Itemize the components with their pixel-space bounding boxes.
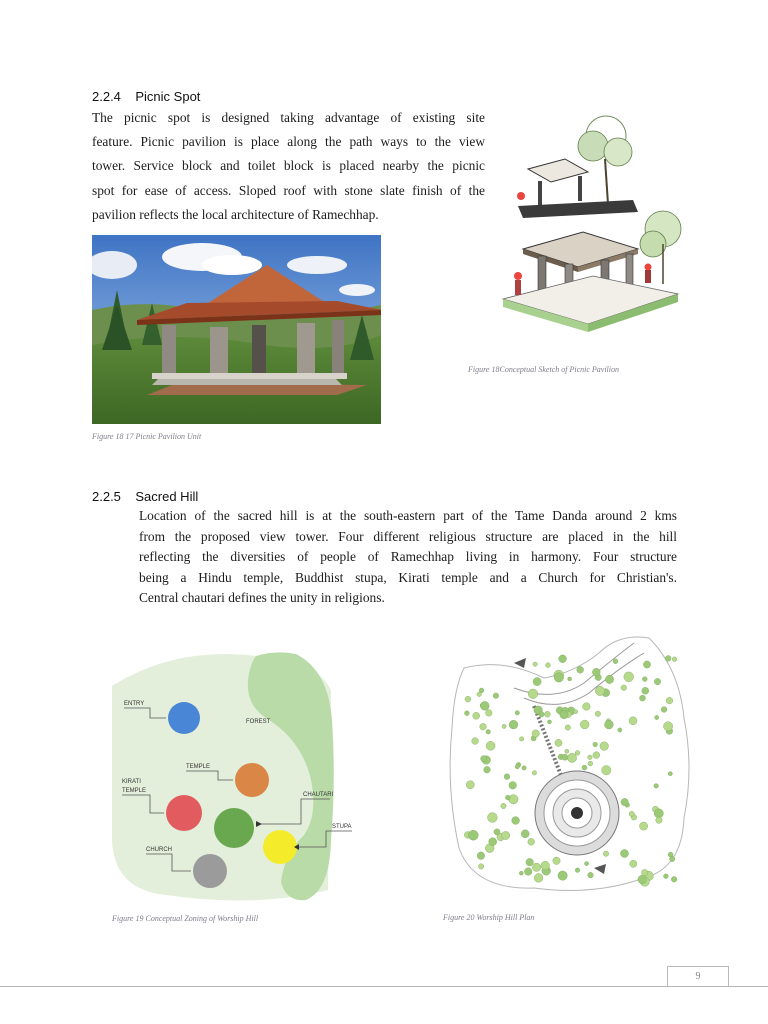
- paragraph-line: pavilion reflects the local architecture of Ramechhap.: [92, 206, 379, 222]
- tree-symbol: [661, 707, 667, 713]
- tree-symbol: [568, 677, 572, 681]
- tree-symbol: [539, 712, 544, 717]
- stupa-label: STUPA: [332, 824, 352, 830]
- paragraph-line: Location of the sacred hill is at the south-eastern part of the Tame Danda around 2 kms: [139, 508, 677, 523]
- tree-symbol: [515, 711, 519, 715]
- zoning-diagram-graphic: [106, 650, 366, 910]
- tree-symbol: [567, 753, 576, 762]
- church-label: CHURCH: [146, 847, 172, 853]
- kirati-temple-zone: [166, 795, 202, 831]
- tree-symbol: [585, 862, 589, 866]
- tree-symbol: [583, 703, 591, 711]
- tree-symbol: [595, 711, 600, 716]
- tree-symbol: [565, 725, 570, 730]
- tree-symbol: [528, 689, 538, 699]
- tree-symbol: [605, 720, 614, 729]
- tree-symbol: [524, 868, 532, 876]
- tree-symbol: [512, 817, 520, 825]
- section-title: Sacred Hill: [135, 489, 199, 504]
- tree-symbol: [480, 723, 487, 730]
- tree-symbol: [468, 830, 478, 840]
- tree-symbol: [553, 857, 560, 864]
- tree-symbol: [621, 850, 629, 858]
- tree-symbol: [533, 678, 541, 686]
- tree-symbol: [656, 817, 662, 823]
- figure-caption: Figure 20 Worship Hill Plan: [443, 913, 535, 922]
- tree-symbol: [555, 739, 562, 746]
- tree-symbol: [478, 864, 483, 869]
- tree-symbol: [546, 663, 551, 668]
- tree-symbol: [505, 795, 510, 800]
- tree-symbol: [481, 756, 487, 762]
- tree-symbol: [533, 662, 537, 666]
- paragraph-line: The picnic spot is designed taking advantage of existing site: [92, 110, 485, 125]
- forest-label: FOREST: [246, 719, 271, 725]
- tree-symbol: [629, 717, 637, 725]
- tree-symbol: [666, 697, 673, 704]
- tree-symbol: [574, 710, 578, 714]
- tree-symbol: [522, 766, 526, 770]
- tree-symbol: [621, 798, 628, 805]
- tree-symbol: [502, 724, 506, 728]
- tree-symbol: [595, 686, 604, 695]
- tree-symbol: [558, 871, 567, 880]
- tree-symbol: [465, 711, 470, 716]
- tree-symbol: [624, 672, 634, 682]
- tree-symbol: [493, 693, 499, 699]
- tree-symbol: [654, 784, 659, 789]
- tree-symbol: [671, 877, 677, 883]
- footer-rule: [0, 986, 768, 987]
- tree-symbol: [465, 696, 471, 702]
- tree-symbol: [532, 771, 536, 775]
- tree-symbol: [654, 678, 660, 684]
- paragraph-line: spot for ease of access. Sloped roof with stone slate finish of the: [92, 182, 485, 198]
- church-zone: [193, 854, 227, 888]
- tree-symbol: [592, 668, 600, 676]
- tree-symbol: [665, 656, 671, 662]
- tree-symbol: [519, 737, 523, 741]
- tree-symbol: [642, 687, 649, 694]
- paragraph-line: being a Hindu temple, Buddhist stupa, Kirati temple and a Church for Christian's.: [139, 569, 677, 585]
- tree-symbol: [484, 766, 491, 773]
- tree-symbol: [565, 749, 569, 753]
- sacred-hill-paragraph: [139, 506, 677, 609]
- pavilion-render-image: [92, 235, 381, 424]
- tree-symbol: [613, 659, 618, 664]
- tree-symbol: [593, 752, 600, 759]
- tree-symbol: [480, 701, 489, 710]
- tree-symbol: [602, 766, 611, 775]
- tree-symbol: [502, 831, 510, 839]
- tree-symbol: [672, 657, 677, 662]
- tree-symbol: [477, 852, 485, 860]
- tree-symbol: [643, 661, 650, 668]
- chautari-zone: [214, 808, 254, 848]
- tree-symbol: [486, 730, 491, 735]
- tree-symbol: [534, 874, 543, 883]
- tree-symbol: [504, 774, 510, 780]
- tree-symbol: [501, 803, 506, 808]
- kirati-label: TEMPLE: [122, 788, 147, 794]
- section-heading-sacred-hill: [92, 489, 198, 504]
- tree-symbol: [642, 869, 648, 875]
- tree-symbol: [605, 675, 613, 683]
- tree-symbol: [630, 860, 637, 867]
- tree-symbol: [575, 868, 580, 873]
- paragraph-line: feature. Picnic pavilion is place along the path ways to the view: [92, 134, 485, 150]
- entry-zone: [168, 702, 200, 734]
- tree-symbol: [638, 875, 647, 884]
- tree-symbol: [466, 781, 474, 789]
- page-number-box: [667, 966, 729, 987]
- stupa-zone: [263, 830, 297, 864]
- tree-symbol: [603, 851, 608, 856]
- tree-symbol: [509, 782, 517, 790]
- figure-caption: Figure 18 17 Picnic Pavilion Unit: [92, 432, 202, 441]
- section-number: 2.2.4: [92, 89, 121, 104]
- tree-symbol: [629, 811, 634, 816]
- tree-symbol: [477, 692, 482, 697]
- tree-symbol: [642, 677, 647, 682]
- tree-symbol: [519, 871, 523, 875]
- figure-caption: Figure 18Conceptual Sketch of Picnic Pavilion: [468, 365, 619, 374]
- tree-symbol: [472, 738, 479, 745]
- chautari-label: CHAUTARI: [303, 792, 334, 798]
- entry-label: ENTRY: [124, 701, 145, 707]
- tree-symbol: [532, 863, 540, 871]
- tree-symbol: [515, 765, 519, 769]
- zoning-diagram: [106, 650, 366, 910]
- pavilion-render-graphic: [92, 235, 381, 424]
- picnic-spot-paragraph: [92, 106, 485, 227]
- paragraph-line: from the proposed view tower. Four different religious structure are placed in the hill: [139, 528, 677, 544]
- temple-zone: [235, 763, 269, 797]
- tree-symbol: [655, 715, 659, 719]
- tree-symbol: [588, 761, 593, 766]
- tree-symbol: [486, 741, 495, 750]
- paragraph-line: tower. Service block and toilet block is placed nearby the picnic: [92, 158, 485, 174]
- tree-symbol: [588, 872, 594, 878]
- tree-symbol: [577, 666, 584, 673]
- tree-symbol: [670, 856, 675, 861]
- tree-symbol: [548, 720, 552, 724]
- tree-symbol: [575, 751, 580, 756]
- tree-symbol: [668, 772, 672, 776]
- page-number: 9: [695, 971, 701, 982]
- tree-symbol: [521, 830, 529, 838]
- tree-symbol: [509, 720, 518, 729]
- tree-symbol: [640, 695, 646, 701]
- section-heading-picnic-spot: [92, 89, 200, 104]
- tree-symbol: [486, 710, 493, 717]
- tree-symbol: [554, 673, 563, 682]
- section-number: 2.2.5: [92, 489, 121, 504]
- tree-symbol: [509, 795, 518, 804]
- tree-symbol: [580, 720, 589, 729]
- temple-label: TEMPLE: [186, 764, 211, 770]
- tree-symbol: [562, 754, 568, 760]
- tree-symbol: [618, 728, 622, 732]
- tree-symbol: [654, 809, 663, 818]
- tree-symbol: [588, 755, 593, 760]
- worship-hill-plan: [444, 628, 694, 898]
- tree-symbol: [559, 655, 567, 663]
- tree-symbol: [640, 822, 648, 830]
- section-title: Picnic Spot: [135, 89, 201, 104]
- tree-symbol: [600, 742, 609, 751]
- tree-symbol: [528, 838, 535, 845]
- figure-caption: Figure 19 Conceptual Zoning of Worship Hill: [112, 914, 259, 923]
- tree-symbol: [593, 742, 598, 747]
- tree-symbol: [545, 711, 551, 717]
- tree-symbol: [664, 722, 673, 731]
- pavilion-sketch-graphic: [493, 104, 693, 344]
- worship-hill-plan-graphic: [444, 628, 694, 898]
- tree-symbol: [582, 765, 587, 770]
- tree-symbol: [473, 712, 480, 719]
- tree-symbol: [621, 685, 627, 691]
- tree-symbol: [664, 874, 669, 879]
- pavilion-sketch-image: [493, 104, 693, 344]
- tree-symbol: [488, 813, 498, 823]
- tree-symbol: [532, 730, 539, 737]
- tree-symbol: [560, 710, 569, 719]
- tree-symbol: [526, 858, 534, 866]
- paragraph-line: reflecting the diversities of people of Ramechhap living in harmony. Four structure: [139, 549, 677, 564]
- tree-symbol: [541, 861, 550, 870]
- tree-symbol: [489, 838, 497, 846]
- paragraph-line: Central chautari defines the unity in religions.: [139, 590, 385, 605]
- kirati-label: KIRATI: [122, 779, 141, 785]
